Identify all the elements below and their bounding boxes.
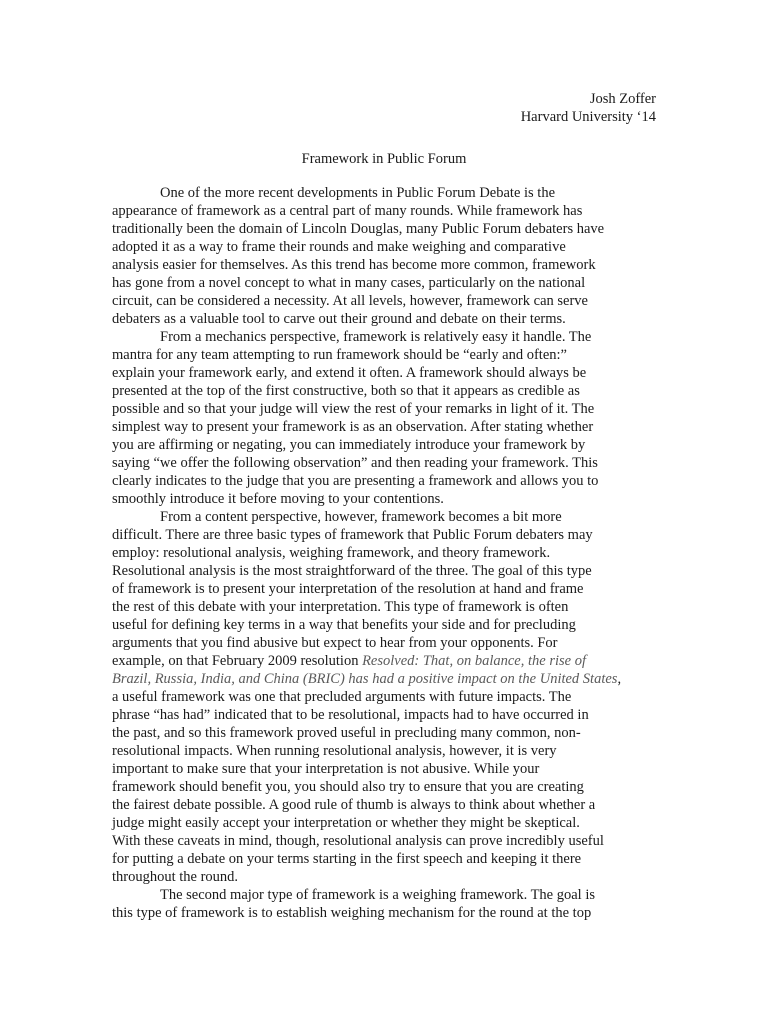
text-line	[112, 670, 656, 688]
paragraph	[112, 886, 656, 922]
text-line: circuit, can be considered a necessity. At all levels, however, framework can serve	[112, 293, 588, 309]
paragraph	[112, 328, 656, 508]
text-line: difficult. There are three basic types of framework that Public Forum debaters may	[112, 527, 593, 543]
author-name: Josh Zoffer	[589, 91, 656, 107]
text-line: has gone from a novel concept to what in many cases, particularly on the national	[112, 275, 586, 291]
text-line: framework should benefit you, you should also try to ensure that you are creating	[112, 779, 584, 795]
text-line: of framework is to present your interpretation of the resolution at hand and frame	[112, 581, 584, 597]
text-line: From a content perspective, however, framework becomes a bit more	[160, 509, 562, 525]
text-line: smoothly introduce it before moving to your contentions.	[112, 491, 444, 507]
text-line: traditionally been the domain of Lincoln Douglas, many Public Forum debaters have	[112, 221, 605, 237]
text-line: Resolutional analysis is the most straightforward of the three. The goal of this type	[112, 563, 592, 579]
paragraph	[112, 508, 656, 886]
text-line: phrase “has had” indicated that to be resolutional, impacts had to have occurred in	[112, 707, 589, 723]
text-line: With these caveats in mind, though, resolutional analysis can prove incredibly useful	[112, 833, 604, 849]
text-line: clearly indicates to the judge that you are presenting a framework and allows you to	[112, 473, 599, 489]
text-line: important to make sure that your interpretation is not abusive. While your	[112, 761, 540, 777]
text-line: the rest of this debate with your interpretation. This type of framework is often	[112, 599, 569, 615]
text-line: possible and so that your judge will view the rest of your remarks in light of it. The	[112, 401, 595, 417]
text-run: example, on that February 2009 resolution	[112, 653, 363, 669]
author-affiliation: Harvard University ‘14	[520, 109, 656, 125]
resolution-text: Brazil, Russia, India, and China (BRIC) has had a positive impact on the United States	[112, 671, 618, 687]
text-line: judge might easily accept your interpretation or whether they might be skeptical.	[112, 815, 580, 831]
text-run: ,	[617, 671, 622, 687]
text-line: From a mechanics perspective, framework is relatively easy it handle. The	[160, 329, 592, 345]
document-page	[112, 90, 656, 922]
text-line: explain your framework early, and extend it often. A framework should always be	[112, 365, 587, 381]
document-title: Framework in Public Forum	[301, 151, 467, 167]
text-line: the past, and so this framework proved useful in precluding many common, non-	[112, 725, 581, 741]
text-line: The second major type of framework is a weighing framework. The goal is	[160, 887, 595, 903]
text-line: for putting a debate on your terms starting in the first speech and keeping it there	[112, 851, 582, 867]
text-line: presented at the top of the first constructive, both so that it appears as credible as	[112, 383, 580, 399]
text-line: resolutional impacts. When running resolutional analysis, however, it is very	[112, 743, 557, 759]
text-line: a useful framework was one that precluded arguments with future impacts. The	[112, 689, 572, 705]
text-line: employ: resolutional analysis, weighing framework, and theory framework.	[112, 545, 551, 561]
text-line: adopted it as a way to frame their rounds and make weighing and comparative	[112, 239, 566, 255]
text-line	[112, 652, 656, 670]
text-line: the fairest debate possible. A good rule of thumb is always to think about whether a	[112, 797, 596, 813]
text-line: One of the more recent developments in Public Forum Debate is the	[160, 185, 556, 201]
text-line: useful for defining key terms in a way that benefits your side and for precluding	[112, 617, 576, 633]
text-line: appearance of framework as a central part of many rounds. While framework has	[112, 203, 583, 219]
resolution-text: Resolved: That, on balance, the rise of	[362, 653, 586, 669]
text-line: debaters as a valuable tool to carve out their ground and debate on their terms.	[112, 311, 566, 327]
text-line: analysis easier for themselves. As this trend has become more common, framework	[112, 257, 596, 273]
text-line: arguments that you find abusive but expect to hear from your opponents. For	[112, 635, 558, 651]
text-line: this type of framework is to establish weighing mechanism for the round at the top	[112, 905, 592, 921]
text-line: mantra for any team attempting to run framework should be “early and often:”	[112, 347, 567, 363]
text-line: throughout the round.	[112, 869, 239, 885]
paragraph	[112, 184, 656, 328]
text-line: simplest way to present your framework is as an observation. After stating whether	[112, 419, 594, 435]
text-line: you are affirming or negating, you can immediately introduce your framework by	[112, 437, 586, 453]
document-header	[112, 90, 656, 126]
text-line: saying “we offer the following observation” and then reading your framework. This	[112, 455, 598, 471]
